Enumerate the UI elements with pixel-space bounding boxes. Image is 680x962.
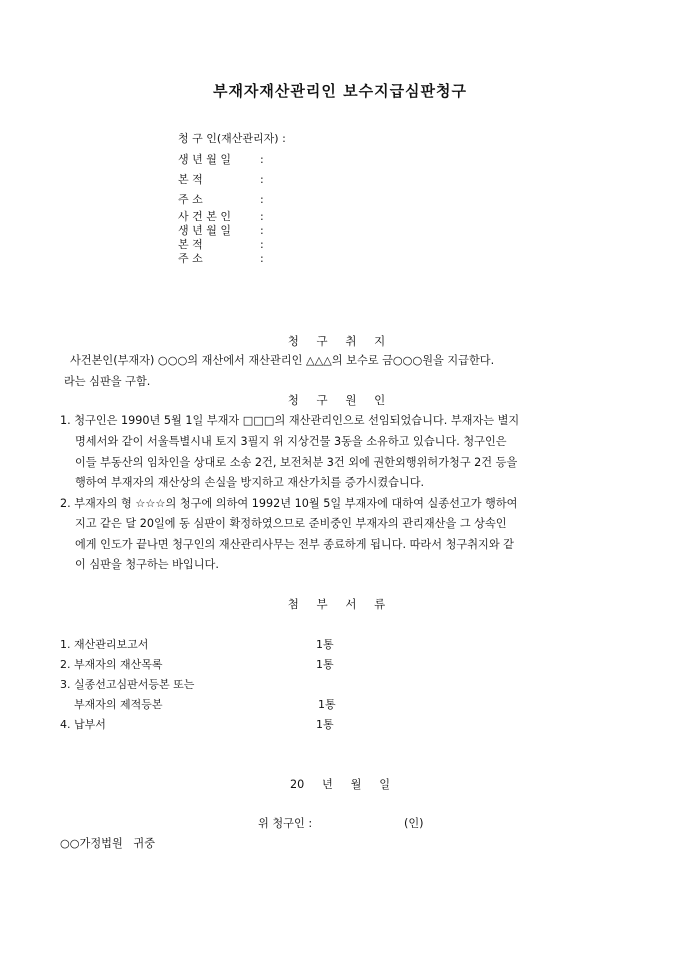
field-sep: : — [260, 173, 264, 186]
attachment-count: 1통 — [316, 718, 334, 731]
field-label: 주 소 — [178, 252, 203, 265]
attachments-heading: 첨 부 서 류 — [287, 597, 393, 611]
attachment-item — [60, 696, 400, 712]
field-label: 본 적 — [178, 173, 203, 186]
attachment-name: 1. 재산관리보고서 — [60, 638, 149, 651]
cause-line: 명세서와 같이 서울특별시내 토지 3필지 위 지상건물 3동을 소유하고 있습니다. 청구인은 — [75, 435, 507, 448]
cause-line: 이들 부동산의 임차인을 상대로 소송 2건, 보전처분 3건 외에 권한외행위허가청구 2건 등을 — [75, 456, 518, 469]
field-sep: : — [260, 210, 264, 223]
cause-heading: 청 구 원 인 — [287, 393, 393, 407]
field-sep: : — [260, 238, 264, 251]
attachment-item — [60, 676, 400, 692]
cause-line: 행하여 부재자의 재산상의 손실을 방지하고 재산가치를 증가시켰습니다. — [75, 476, 425, 489]
field-label: 생 년 월 일 — [178, 224, 231, 237]
signature-label: 위 청구인 : — [258, 817, 313, 830]
attachment-name: 2. 부재자의 재산목록 — [60, 658, 163, 671]
cause-line: 에게 인도가 끝나면 청구인의 재산관리사무는 전부 종료하게 됩니다. 따라서 청구취지와 같 — [75, 538, 514, 551]
document-title: 부재자재산관리인 보수지급심판청구 — [212, 82, 468, 100]
petitioner-address-field — [178, 191, 264, 207]
attachment-count: 1통 — [316, 658, 334, 671]
petitioner-domicile-field — [178, 171, 264, 187]
attachment-count: 1통 — [316, 638, 334, 651]
field-label: 본 적 — [178, 238, 203, 251]
attachment-name: 3. 실종선고심판서등본 또는 — [60, 678, 195, 691]
purpose-heading: 청 구 취 지 — [287, 334, 393, 348]
field-label: 사 건 본 인 — [178, 210, 231, 223]
attachment-name: 부재자의 제적등본 — [74, 698, 163, 711]
purpose-line: 라는 심판을 구함. — [64, 375, 151, 388]
field-sep: : — [260, 153, 264, 166]
cause-line: 1. 청구인은 1990년 5월 1일 부재자 □□□의 재산관리인으로 선임되었습니다. 부재자는 별지 — [60, 414, 520, 427]
attachment-item — [60, 656, 400, 672]
petitioner-label: 청 구 인(재산관리자) : — [178, 132, 286, 145]
subject-address-field — [178, 250, 264, 266]
field-label: 주 소 — [178, 193, 203, 206]
date-line: 20 년 월 일 — [290, 778, 390, 791]
signature-seal: (인) — [404, 817, 424, 830]
court-addressee: ○○가정법원 귀중 — [60, 837, 156, 850]
cause-line: 2. 부재자의 형 ☆☆☆의 청구에 의하여 1992년 10월 5일 부재자에 대하여 실종선고가 행하여 — [60, 497, 518, 510]
cause-line: 지고 같은 달 20일에 동 심판이 확정하였으므로 준비중인 부재자의 관리재산을 그 상속인 — [75, 517, 507, 530]
field-sep: : — [260, 193, 264, 206]
purpose-line: 사건본인(부재자) ○○○의 재산에서 재산관리인 △△△의 보수로 금○○○원을 지급한다. — [70, 354, 495, 367]
cause-line: 이 심판을 청구하는 바입니다. — [75, 558, 219, 571]
attachment-item — [60, 716, 400, 732]
attachment-count: 1통 — [318, 698, 336, 711]
petitioner-birth-field — [178, 151, 264, 167]
attachment-name: 4. 납부서 — [60, 718, 106, 731]
field-sep: : — [260, 224, 264, 237]
field-label: 생 년 월 일 — [178, 153, 231, 166]
field-sep: : — [260, 252, 264, 265]
attachment-item — [60, 636, 400, 652]
